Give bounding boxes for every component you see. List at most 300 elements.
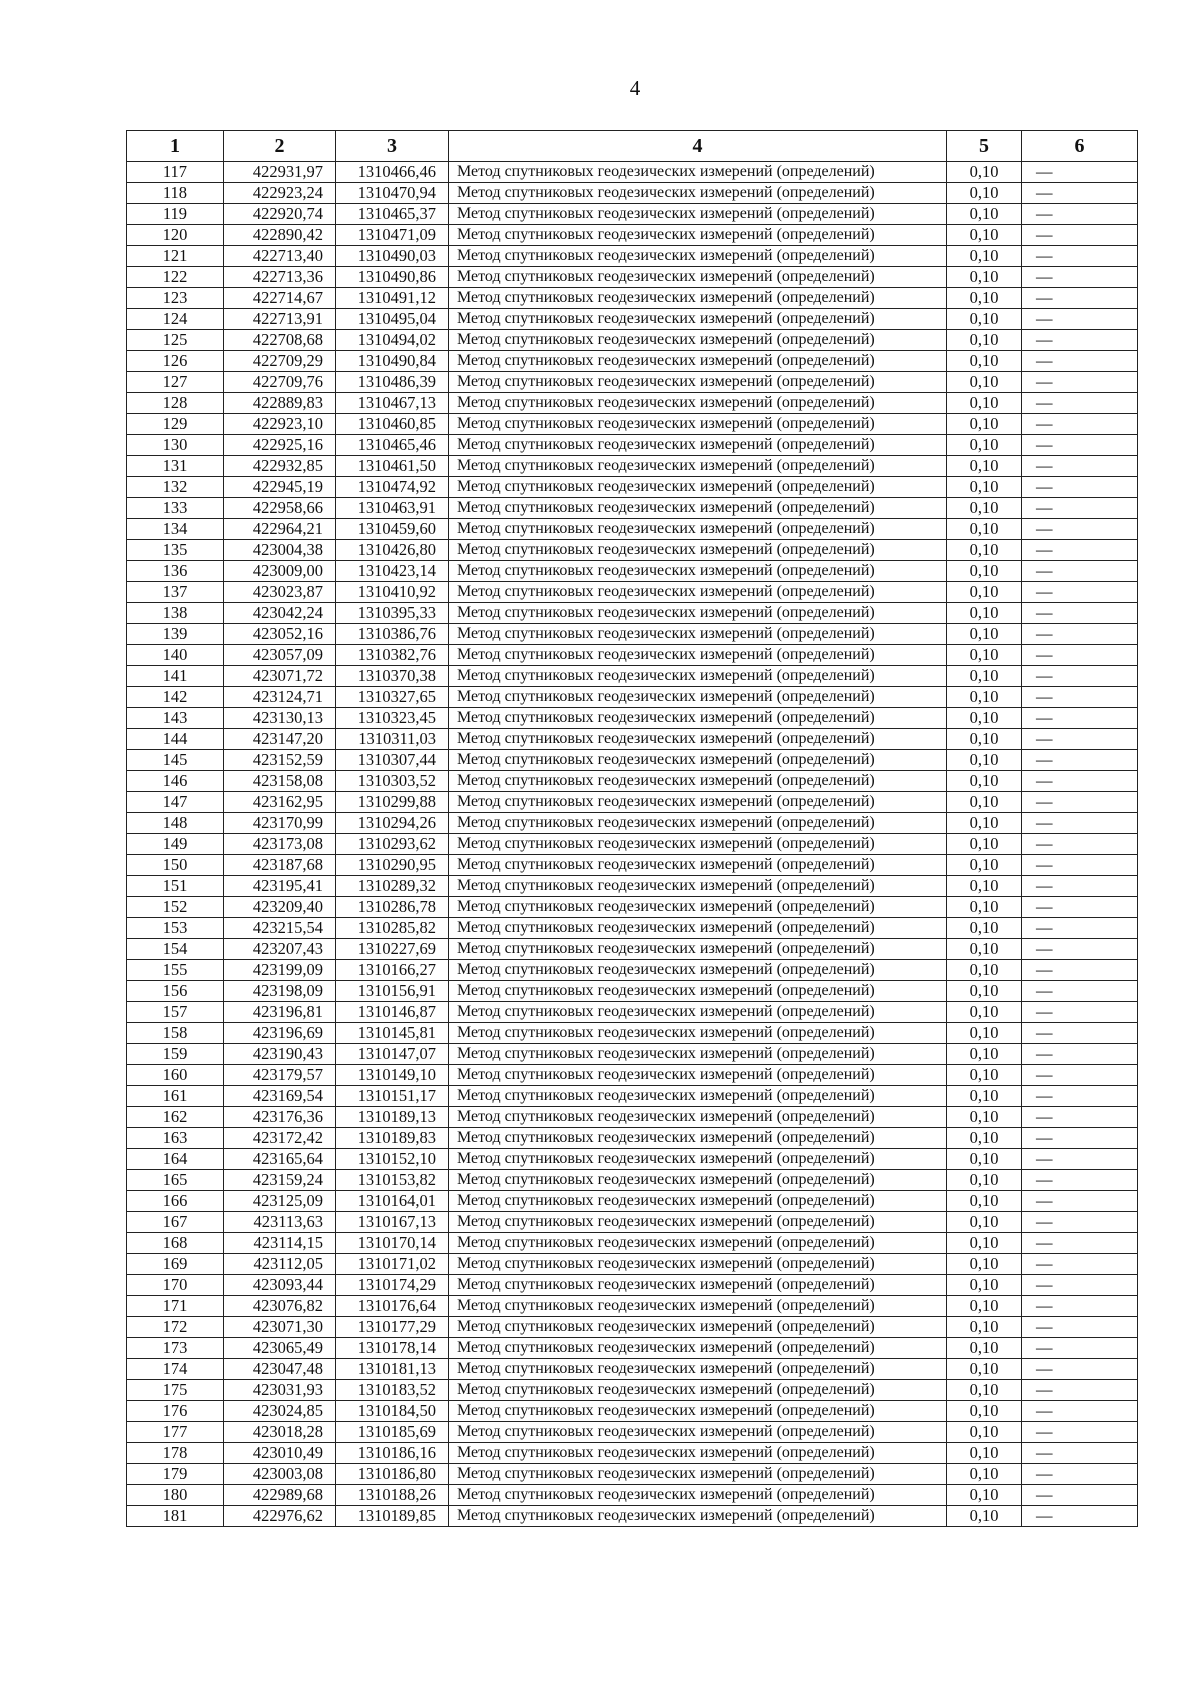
cell-point-number: 131 [127, 456, 224, 477]
cell-note: — [1022, 309, 1138, 330]
cell-coord-x: 422945,19 [224, 477, 336, 498]
cell-method: Метод спутниковых геодезических измерений (определений) [449, 183, 947, 204]
cell-note: — [1022, 1359, 1138, 1380]
cell-method: Метод спутниковых геодезических измерений (определений) [449, 288, 947, 309]
cell-coord-y: 1310465,46 [336, 435, 449, 456]
header-col-2: 2 [224, 131, 336, 162]
cell-coord-x: 422925,16 [224, 435, 336, 456]
table-row [127, 792, 1138, 813]
table-row [127, 981, 1138, 1002]
cell-coord-y: 1310189,85 [336, 1506, 449, 1527]
cell-coord-y: 1310227,69 [336, 939, 449, 960]
cell-coord-x: 423023,87 [224, 582, 336, 603]
table-row [127, 414, 1138, 435]
table-row [127, 939, 1138, 960]
cell-coord-x: 423152,59 [224, 750, 336, 771]
cell-method: Метод спутниковых геодезических измерений (определений) [449, 519, 947, 540]
cell-method: Метод спутниковых геодезических измерений (определений) [449, 624, 947, 645]
cell-method: Метод спутниковых геодезических измерений (определений) [449, 1485, 947, 1506]
cell-coord-x: 423018,28 [224, 1422, 336, 1443]
cell-method: Метод спутниковых геодезических измерений (определений) [449, 1317, 947, 1338]
cell-accuracy: 0,10 [947, 1422, 1022, 1443]
cell-coord-x: 422931,97 [224, 162, 336, 183]
cell-note: — [1022, 498, 1138, 519]
cell-note: — [1022, 918, 1138, 939]
cell-coord-x: 422976,62 [224, 1506, 336, 1527]
cell-coord-y: 1310494,02 [336, 330, 449, 351]
cell-note: — [1022, 687, 1138, 708]
cell-coord-y: 1310490,84 [336, 351, 449, 372]
cell-note: — [1022, 1233, 1138, 1254]
table-row [127, 1506, 1138, 1527]
cell-accuracy: 0,10 [947, 267, 1022, 288]
cell-coord-y: 1310176,64 [336, 1296, 449, 1317]
cell-method: Метод спутниковых геодезических измерений (определений) [449, 1086, 947, 1107]
header-row [127, 131, 1138, 162]
table-row [127, 162, 1138, 183]
cell-accuracy: 0,10 [947, 1191, 1022, 1212]
cell-method: Метод спутниковых геодезических измерений (определений) [449, 582, 947, 603]
cell-accuracy: 0,10 [947, 246, 1022, 267]
cell-accuracy: 0,10 [947, 771, 1022, 792]
table-row [127, 771, 1138, 792]
cell-point-number: 153 [127, 918, 224, 939]
table-row [127, 1254, 1138, 1275]
cell-coord-x: 423198,09 [224, 981, 336, 1002]
page-number: 4 [629, 76, 641, 100]
cell-accuracy: 0,10 [947, 162, 1022, 183]
table-row [127, 918, 1138, 939]
cell-note: — [1022, 225, 1138, 246]
header-col-3: 3 [336, 131, 449, 162]
cell-coord-x: 423179,57 [224, 1065, 336, 1086]
cell-accuracy: 0,10 [947, 960, 1022, 981]
cell-note: — [1022, 813, 1138, 834]
cell-accuracy: 0,10 [947, 981, 1022, 1002]
cell-point-number: 139 [127, 624, 224, 645]
cell-accuracy: 0,10 [947, 1380, 1022, 1401]
table-row [127, 288, 1138, 309]
cell-method: Метод спутниковых геодезических измерений (определений) [449, 1296, 947, 1317]
cell-coord-x: 423207,43 [224, 939, 336, 960]
cell-point-number: 141 [127, 666, 224, 687]
cell-point-number: 133 [127, 498, 224, 519]
cell-accuracy: 0,10 [947, 834, 1022, 855]
cell-point-number: 125 [127, 330, 224, 351]
table-row [127, 1191, 1138, 1212]
cell-method: Метод спутниковых геодезических измерений (определений) [449, 981, 947, 1002]
cell-method: Метод спутниковых геодезических измерений (определений) [449, 414, 947, 435]
cell-coord-y: 1310491,12 [336, 288, 449, 309]
cell-note: — [1022, 960, 1138, 981]
cell-note: — [1022, 1275, 1138, 1296]
table-row [127, 519, 1138, 540]
cell-note: — [1022, 1128, 1138, 1149]
cell-coord-x: 423010,49 [224, 1443, 336, 1464]
cell-note: — [1022, 1002, 1138, 1023]
cell-accuracy: 0,10 [947, 1254, 1022, 1275]
cell-method: Метод спутниковых геодезических измерений (определений) [449, 1233, 947, 1254]
cell-method: Метод спутниковых геодезических измерений (определений) [449, 351, 947, 372]
table-row [127, 540, 1138, 561]
cell-note: — [1022, 1254, 1138, 1275]
cell-point-number: 155 [127, 960, 224, 981]
cell-point-number: 174 [127, 1359, 224, 1380]
cell-coord-x: 423031,93 [224, 1380, 336, 1401]
cell-coord-y: 1310495,04 [336, 309, 449, 330]
cell-point-number: 127 [127, 372, 224, 393]
table-row [127, 645, 1138, 666]
cell-coord-x: 423004,38 [224, 540, 336, 561]
cell-coord-x: 423190,43 [224, 1044, 336, 1065]
cell-coord-y: 1310177,29 [336, 1317, 449, 1338]
cell-accuracy: 0,10 [947, 666, 1022, 687]
cell-coord-x: 422920,74 [224, 204, 336, 225]
cell-accuracy: 0,10 [947, 288, 1022, 309]
cell-method: Метод спутниковых геодезических измерений (определений) [449, 1212, 947, 1233]
cell-accuracy: 0,10 [947, 225, 1022, 246]
cell-accuracy: 0,10 [947, 645, 1022, 666]
cell-coord-x: 423165,64 [224, 1149, 336, 1170]
cell-note: — [1022, 750, 1138, 771]
cell-point-number: 118 [127, 183, 224, 204]
cell-method: Метод спутниковых геодезических измерений (определений) [449, 393, 947, 414]
cell-method: Метод спутниковых геодезических измерений (определений) [449, 1149, 947, 1170]
cell-point-number: 163 [127, 1128, 224, 1149]
cell-accuracy: 0,10 [947, 624, 1022, 645]
table-header [127, 131, 1138, 162]
cell-point-number: 177 [127, 1422, 224, 1443]
cell-point-number: 138 [127, 603, 224, 624]
cell-note: — [1022, 1191, 1138, 1212]
cell-coord-y: 1310490,86 [336, 267, 449, 288]
table-row [127, 582, 1138, 603]
cell-point-number: 159 [127, 1044, 224, 1065]
cell-method: Метод спутниковых геодезических измерений (определений) [449, 1422, 947, 1443]
cell-accuracy: 0,10 [947, 309, 1022, 330]
cell-method: Метод спутниковых геодезических измерений (определений) [449, 1044, 947, 1065]
cell-coord-x: 423196,69 [224, 1023, 336, 1044]
cell-point-number: 156 [127, 981, 224, 1002]
cell-coord-y: 1310290,95 [336, 855, 449, 876]
cell-coord-x: 422889,83 [224, 393, 336, 414]
cell-method: Метод спутниковых геодезических измерений (определений) [449, 939, 947, 960]
cell-coord-x: 422923,10 [224, 414, 336, 435]
cell-note: — [1022, 1212, 1138, 1233]
cell-point-number: 129 [127, 414, 224, 435]
cell-note: — [1022, 1401, 1138, 1422]
cell-coord-y: 1310149,10 [336, 1065, 449, 1086]
cell-accuracy: 0,10 [947, 729, 1022, 750]
cell-coord-x: 423042,24 [224, 603, 336, 624]
cell-point-number: 123 [127, 288, 224, 309]
cell-point-number: 143 [127, 708, 224, 729]
table-row [127, 1464, 1138, 1485]
header-col-5: 5 [947, 131, 1022, 162]
cell-method: Метод спутниковых геодезических измерений (определений) [449, 687, 947, 708]
cell-method: Метод спутниковых геодезических измерений (определений) [449, 561, 947, 582]
cell-accuracy: 0,10 [947, 456, 1022, 477]
table-row [127, 1443, 1138, 1464]
table-row [127, 1044, 1138, 1065]
cell-note: — [1022, 414, 1138, 435]
cell-coord-x: 423169,54 [224, 1086, 336, 1107]
cell-accuracy: 0,10 [947, 183, 1022, 204]
cell-point-number: 169 [127, 1254, 224, 1275]
cell-method: Метод спутниковых геодезических измерений (определений) [449, 1275, 947, 1296]
cell-method: Метод спутниковых геодезических измерений (определений) [449, 1338, 947, 1359]
cell-accuracy: 0,10 [947, 1170, 1022, 1191]
cell-method: Метод спутниковых геодезических измерений (определений) [449, 498, 947, 519]
cell-note: — [1022, 477, 1138, 498]
cell-method: Метод спутниковых геодезических измерений (определений) [449, 309, 947, 330]
cell-coord-x: 422708,68 [224, 330, 336, 351]
cell-coord-x: 423170,99 [224, 813, 336, 834]
cell-coord-y: 1310146,87 [336, 1002, 449, 1023]
cell-note: — [1022, 834, 1138, 855]
cell-note: — [1022, 939, 1138, 960]
cell-accuracy: 0,10 [947, 708, 1022, 729]
cell-coord-y: 1310299,88 [336, 792, 449, 813]
cell-coord-y: 1310183,52 [336, 1380, 449, 1401]
cell-note: — [1022, 1422, 1138, 1443]
cell-point-number: 144 [127, 729, 224, 750]
cell-coord-y: 1310188,26 [336, 1485, 449, 1506]
table-row [127, 876, 1138, 897]
cell-coord-x: 423176,36 [224, 1107, 336, 1128]
cell-accuracy: 0,10 [947, 330, 1022, 351]
cell-note: — [1022, 1107, 1138, 1128]
cell-point-number: 175 [127, 1380, 224, 1401]
table-row [127, 1212, 1138, 1233]
cell-coord-x: 422709,76 [224, 372, 336, 393]
cell-coord-y: 1310178,14 [336, 1338, 449, 1359]
cell-coord-x: 423162,95 [224, 792, 336, 813]
cell-accuracy: 0,10 [947, 435, 1022, 456]
cell-coord-x: 422923,24 [224, 183, 336, 204]
cell-accuracy: 0,10 [947, 792, 1022, 813]
cell-method: Метод спутниковых геодезических измерений (определений) [449, 540, 947, 561]
cell-note: — [1022, 1338, 1138, 1359]
cell-note: — [1022, 1086, 1138, 1107]
cell-note: — [1022, 561, 1138, 582]
cell-point-number: 142 [127, 687, 224, 708]
table-row [127, 1338, 1138, 1359]
cell-accuracy: 0,10 [947, 1296, 1022, 1317]
cell-coord-y: 1310323,45 [336, 708, 449, 729]
cell-method: Метод спутниковых геодезических измерений (определений) [449, 1128, 947, 1149]
table-row [127, 351, 1138, 372]
table-row [127, 603, 1138, 624]
table-row [127, 1128, 1138, 1149]
cell-note: — [1022, 204, 1138, 225]
cell-accuracy: 0,10 [947, 1359, 1022, 1380]
cell-note: — [1022, 855, 1138, 876]
table-body [127, 162, 1138, 1527]
cell-coord-y: 1310474,92 [336, 477, 449, 498]
cell-coord-x: 423159,24 [224, 1170, 336, 1191]
cell-accuracy: 0,10 [947, 414, 1022, 435]
table-row [127, 1317, 1138, 1338]
table-row [127, 498, 1138, 519]
cell-method: Метод спутниковых геодезических измерений (определений) [449, 204, 947, 225]
cell-note: — [1022, 519, 1138, 540]
cell-point-number: 166 [127, 1191, 224, 1212]
cell-point-number: 172 [127, 1317, 224, 1338]
cell-note: — [1022, 1443, 1138, 1464]
cell-note: — [1022, 1044, 1138, 1065]
table-row [127, 1065, 1138, 1086]
table-row [127, 1170, 1138, 1191]
cell-coord-y: 1310152,10 [336, 1149, 449, 1170]
cell-coord-x: 422709,29 [224, 351, 336, 372]
table-row [127, 456, 1138, 477]
table-row [127, 330, 1138, 351]
cell-coord-y: 1310189,13 [336, 1107, 449, 1128]
cell-coord-x: 423173,08 [224, 834, 336, 855]
cell-note: — [1022, 1506, 1138, 1527]
cell-method: Метод спутниковых геодезических измерений (определений) [449, 918, 947, 939]
cell-note: — [1022, 393, 1138, 414]
cell-note: — [1022, 288, 1138, 309]
cell-note: — [1022, 540, 1138, 561]
cell-method: Метод спутниковых геодезических измерений (определений) [449, 645, 947, 666]
cell-point-number: 179 [127, 1464, 224, 1485]
cell-coord-x: 422932,85 [224, 456, 336, 477]
cell-coord-x: 423130,13 [224, 708, 336, 729]
cell-coord-x: 422713,91 [224, 309, 336, 330]
cell-coord-y: 1310171,02 [336, 1254, 449, 1275]
cell-coord-x: 422958,66 [224, 498, 336, 519]
cell-coord-x: 423057,09 [224, 645, 336, 666]
cell-accuracy: 0,10 [947, 1065, 1022, 1086]
cell-accuracy: 0,10 [947, 1275, 1022, 1296]
cell-accuracy: 0,10 [947, 372, 1022, 393]
cell-coord-y: 1310151,17 [336, 1086, 449, 1107]
cell-note: — [1022, 456, 1138, 477]
table-row [127, 1485, 1138, 1506]
cell-accuracy: 0,10 [947, 687, 1022, 708]
table-row [127, 1107, 1138, 1128]
cell-coord-y: 1310327,65 [336, 687, 449, 708]
cell-accuracy: 0,10 [947, 855, 1022, 876]
cell-coord-x: 423047,48 [224, 1359, 336, 1380]
cell-accuracy: 0,10 [947, 561, 1022, 582]
cell-note: — [1022, 1296, 1138, 1317]
cell-method: Метод спутниковых геодезических измерений (определений) [449, 708, 947, 729]
cell-point-number: 158 [127, 1023, 224, 1044]
cell-method: Метод спутниковых геодезических измерений (определений) [449, 1443, 947, 1464]
cell-coord-x: 422989,68 [224, 1485, 336, 1506]
cell-coord-y: 1310490,03 [336, 246, 449, 267]
cell-accuracy: 0,10 [947, 1023, 1022, 1044]
cell-accuracy: 0,10 [947, 393, 1022, 414]
cell-coord-y: 1310460,85 [336, 414, 449, 435]
cell-note: — [1022, 729, 1138, 750]
cell-point-number: 181 [127, 1506, 224, 1527]
cell-point-number: 121 [127, 246, 224, 267]
cell-coord-y: 1310386,76 [336, 624, 449, 645]
table-row [127, 708, 1138, 729]
cell-coord-x: 423071,30 [224, 1317, 336, 1338]
cell-point-number: 126 [127, 351, 224, 372]
cell-accuracy: 0,10 [947, 813, 1022, 834]
cell-point-number: 124 [127, 309, 224, 330]
cell-coord-y: 1310293,62 [336, 834, 449, 855]
cell-accuracy: 0,10 [947, 1443, 1022, 1464]
cell-coord-y: 1310294,26 [336, 813, 449, 834]
cell-point-number: 145 [127, 750, 224, 771]
cell-accuracy: 0,10 [947, 1212, 1022, 1233]
cell-point-number: 136 [127, 561, 224, 582]
table-row [127, 1233, 1138, 1254]
cell-note: — [1022, 603, 1138, 624]
table-row [127, 393, 1138, 414]
cell-note: — [1022, 162, 1138, 183]
cell-coord-x: 423112,05 [224, 1254, 336, 1275]
table-row [127, 687, 1138, 708]
cell-note: — [1022, 1485, 1138, 1506]
cell-coord-x: 422714,67 [224, 288, 336, 309]
coordinates-table [126, 130, 1138, 1527]
table-row [127, 183, 1138, 204]
cell-point-number: 154 [127, 939, 224, 960]
cell-coord-y: 1310156,91 [336, 981, 449, 1002]
cell-coord-y: 1310470,94 [336, 183, 449, 204]
cell-point-number: 132 [127, 477, 224, 498]
cell-coord-x: 423071,72 [224, 666, 336, 687]
cell-coord-y: 1310307,44 [336, 750, 449, 771]
cell-point-number: 151 [127, 876, 224, 897]
table-row [127, 1023, 1138, 1044]
table-row [127, 1086, 1138, 1107]
table-row [127, 477, 1138, 498]
cell-point-number: 146 [127, 771, 224, 792]
cell-coord-x: 423076,82 [224, 1296, 336, 1317]
cell-coord-y: 1310184,50 [336, 1401, 449, 1422]
cell-method: Метод спутниковых геодезических измерений (определений) [449, 834, 947, 855]
cell-coord-y: 1310463,91 [336, 498, 449, 519]
cell-accuracy: 0,10 [947, 897, 1022, 918]
cell-point-number: 122 [127, 267, 224, 288]
table-row [127, 372, 1138, 393]
cell-note: — [1022, 645, 1138, 666]
table-row [127, 813, 1138, 834]
cell-note: — [1022, 897, 1138, 918]
cell-coord-x: 423113,63 [224, 1212, 336, 1233]
cell-coord-x: 423114,15 [224, 1233, 336, 1254]
cell-coord-y: 1310410,92 [336, 582, 449, 603]
cell-note: — [1022, 435, 1138, 456]
cell-point-number: 119 [127, 204, 224, 225]
table-row [127, 855, 1138, 876]
cell-coord-y: 1310459,60 [336, 519, 449, 540]
cell-accuracy: 0,10 [947, 918, 1022, 939]
cell-accuracy: 0,10 [947, 204, 1022, 225]
cell-coord-x: 422964,21 [224, 519, 336, 540]
cell-coord-x: 423172,42 [224, 1128, 336, 1149]
cell-point-number: 135 [127, 540, 224, 561]
cell-note: — [1022, 582, 1138, 603]
cell-point-number: 130 [127, 435, 224, 456]
cell-method: Метод спутниковых геодезических измерений (определений) [449, 162, 947, 183]
cell-coord-y: 1310145,81 [336, 1023, 449, 1044]
cell-accuracy: 0,10 [947, 540, 1022, 561]
cell-coord-y: 1310370,38 [336, 666, 449, 687]
cell-point-number: 150 [127, 855, 224, 876]
cell-coord-y: 1310167,13 [336, 1212, 449, 1233]
table-row [127, 960, 1138, 981]
